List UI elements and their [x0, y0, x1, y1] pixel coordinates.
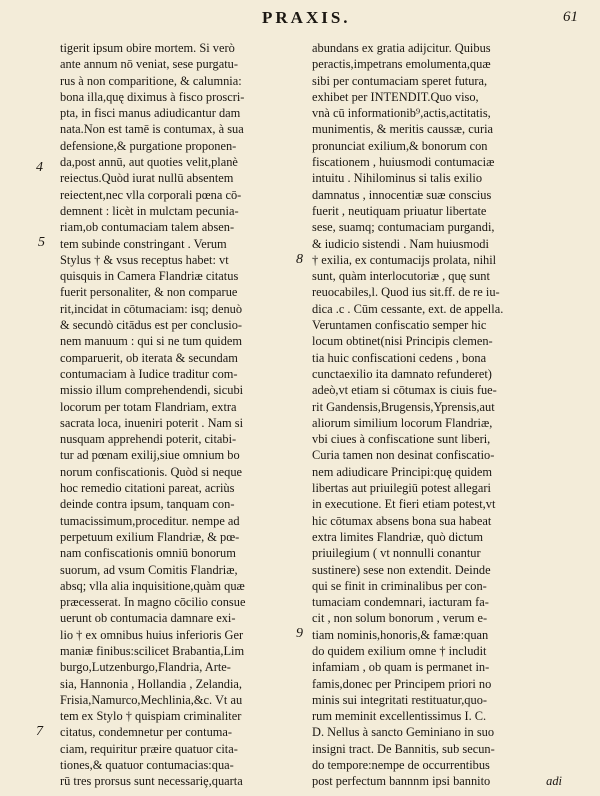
- text-line: nem adiudicare Principi:quę quidem: [312, 464, 492, 479]
- text-line: do tempore:nempe de occurrentibus: [312, 758, 490, 773]
- text-line: † exilia, ex contumacijs prolata, nihil: [312, 252, 497, 267]
- text-line: da,post annū, aut quoties velit,planè: [60, 155, 238, 170]
- running-head: [0, 6, 600, 30]
- text-line: ante annum nō veniat, sese purgatu-: [60, 57, 239, 72]
- marginal-number-4: 4: [36, 160, 43, 175]
- text-line: rit,incidat in cōtumaciam: isq; denuò: [60, 301, 243, 316]
- text-line: citatus, condemnetur per contuma-: [60, 725, 233, 740]
- text-line: do quidem exilium omne † includit: [312, 643, 487, 658]
- text-line: damnatus , innocentiæ suæ conscius: [312, 187, 492, 202]
- page-title: PRAXIS.: [262, 8, 351, 27]
- text-line: dica .c . Cūm cessante, ext. de appella.: [312, 301, 504, 316]
- text-line: infamiam , ob quam is permanet in-: [312, 660, 490, 675]
- text-line: pronunciat exilium,& bonorum con: [312, 138, 488, 153]
- text-line: nem manuum : qui si ne tum quidem: [60, 334, 243, 349]
- left-text-column: [60, 40, 292, 790]
- text-line: tumaciam condemnari, iacturam fa-: [312, 595, 489, 610]
- text-line: norum confiscationis. Quòd si neque: [60, 464, 243, 479]
- text-line: reiectus.Quòd iurat nullū absentem: [60, 171, 234, 186]
- text-line: fiscationem , huiusmodi contumaciæ: [312, 155, 495, 170]
- text-line: fuerit personaliter, & non comparue: [60, 285, 238, 300]
- text-line: famis,donec per Principem priori no: [312, 676, 492, 691]
- text-line: post perfectum bannnm ipsi bannito: [312, 774, 491, 789]
- text-line: reuocabiles,l. Quod ius sit.ff. de re iu-: [312, 285, 500, 300]
- text-line: absq; vlla alia inquisitione,quàm quæ: [60, 578, 245, 593]
- text-line: cit , non solum bonorum , verum e-: [312, 611, 488, 626]
- text-line: quisquis in Camera Flandriæ citatus: [60, 269, 239, 284]
- marginal-number-7: 7: [36, 724, 43, 739]
- text-line: exhibet per INTENDIT.Quo viso,: [312, 89, 479, 104]
- text-line: fuerit , neutiquam priuatur libertate: [312, 203, 487, 218]
- text-line: suorum, ad vsum Comitis Flandriæ,: [60, 562, 238, 577]
- text-line: maniæ finibus:scilicet Brabantia,Lim: [60, 643, 245, 658]
- text-line: defensione,& purgatione proponen-: [60, 138, 237, 153]
- text-line: hoc remedio citationi pareat, acriùs: [60, 481, 235, 496]
- text-line: tia huic confiscationi cedens , bona: [312, 350, 487, 365]
- text-line: demnent : licèt in mulctam pecunia-: [60, 203, 239, 218]
- text-line: extra limites Flandriæ, quò dictum: [312, 529, 484, 544]
- text-line: contumaciam à Iudice traditur com-: [60, 366, 238, 381]
- text-line: tur ad pœnam exilij,siue omnium bo: [60, 448, 240, 463]
- text-line: uerunt ob contumacia damnare exi-: [60, 611, 236, 626]
- text-line: aliorum similium locorum Flandriæ,: [312, 415, 493, 430]
- marginal-number-5: 5: [38, 235, 45, 250]
- marginal-number-9: 9: [296, 626, 303, 641]
- text-line: deinde contra ipsum, tanquam con-: [60, 497, 235, 512]
- text-line: locum obtinet(nisi Principis clemen-: [312, 334, 493, 349]
- text-line: cunctaexilio ita damnato refunderet): [312, 366, 492, 381]
- text-line: peractis,impetrans emolumenta,quæ: [312, 57, 491, 72]
- text-line: ciam, requiritur præire quatuor cita-: [60, 741, 238, 756]
- text-line: D. Nellus à sancto Geminiano in suo: [312, 725, 495, 740]
- text-line: abundans ex gratia adijcitur. Quibus: [312, 41, 491, 55]
- text-line: qui se finit in criminalibus per con-: [312, 578, 487, 593]
- text-line: tiam nominis,honoris,& famæ:quan: [312, 627, 489, 642]
- text-line: Curia tamen non desinat confiscatio-: [312, 448, 495, 463]
- text-line: libertas aut priuilegiū potest allegari: [312, 481, 491, 496]
- text-line: adeò,vt etiam si cōtumax is ciuis fue-: [312, 383, 497, 398]
- text-line: vbi ciues à confiscatione sunt liberi,: [312, 432, 491, 447]
- text-line: in executione. Et fieri etiam potest,vt: [312, 497, 496, 512]
- text-line: tem subinde constringant . Verum: [60, 236, 227, 251]
- text-line: nata.Non est tamē is contumax, à sua: [60, 122, 244, 137]
- text-line: & secundò citādus est per conclusio-: [60, 318, 243, 333]
- marginal-number-8: 8: [296, 252, 303, 267]
- text-line: tigerit ipsum obire mortem. Si verò: [60, 41, 235, 55]
- catchword: adi: [546, 774, 562, 788]
- text-line: sese, suamq; contumaciam purgandi,: [312, 220, 495, 235]
- text-line: burgo,Lutzenburgo,Flandria, Arte-: [60, 660, 231, 675]
- page-number: 61: [563, 9, 578, 25]
- text-line: rū tres prorsus sunt necessariȩ,quarta: [60, 774, 243, 789]
- text-line: vnà cū informationib⁹,actis,actitatis,: [312, 106, 491, 121]
- text-line: rum meminit excellentissimus I. C.: [312, 709, 487, 724]
- text-line: nusquam apprehendi poterit, citabi-: [60, 432, 237, 447]
- text-line: sacrata loca, inueniri poterit . Nam si: [60, 415, 244, 430]
- text-line: nam confiscationis omniū bonorum: [60, 546, 236, 561]
- text-line: intuitu . Nihilominus si talis exilio: [312, 171, 483, 186]
- text-line: Veruntamen confiscatio semper hic: [312, 318, 487, 333]
- text-line: Frisia,Namurco,Mechlinia,&c. Vt au: [60, 692, 243, 707]
- text-line: rit Gandensis,Brugensis,Yprensis,aut: [312, 399, 495, 414]
- text-line: minis sui integritati restituatur,quo-: [312, 692, 488, 707]
- text-line: sustinere) sese non extendit. Deinde: [312, 562, 491, 577]
- text-line: locorum per totam Flandriam, extra: [60, 399, 237, 414]
- text-line: tumacissimum,proceditur. nempe ad: [60, 513, 240, 528]
- text-line: comparuerit, ob iterata & secundam: [60, 350, 238, 365]
- text-line: Stylus † & vsus receptus habet: vt: [60, 252, 229, 267]
- right-text-column: [312, 40, 544, 790]
- text-line: sibi per contumaciam speret futura,: [312, 73, 488, 88]
- text-line: lio † ex omnibus huius inferioris Ger: [60, 627, 244, 642]
- text-line: insigni tract. De Bannitis, sub secun-: [312, 741, 495, 756]
- text-line: tiones,& quatuor contumacias:qua-: [60, 758, 234, 773]
- text-line: & iudicio sistendi . Nam huiusmodi: [312, 236, 489, 251]
- text-line: bona illa,quę diximus à fisco proscri-: [60, 89, 245, 104]
- text-line: pta, in fisci manus adiudicantur dam: [60, 106, 241, 121]
- text-line: priuilegium ( vt nonnulli conantur: [312, 546, 481, 561]
- text-line: munimentis, & meritis caussæ, curia: [312, 122, 494, 137]
- text-line: perpetuum exilium Flandriæ, & pœ-: [60, 529, 240, 544]
- text-line: rus à non comparitione, & calumnia:: [60, 73, 242, 88]
- text-line: sia, Hannonia , Hollandia , Zelandia,: [60, 676, 243, 691]
- text-line: riam,ob contumaciam talem absen-: [60, 220, 235, 235]
- text-line: hic cōtumax absens bona sua habeat: [312, 513, 492, 528]
- text-line: tem ex Stylo † quispiam criminaliter: [60, 709, 242, 724]
- text-line: reiectent,nec vlla corporali pœna cō-: [60, 187, 242, 202]
- text-line: præcesserat. In magno cōcilio consue: [60, 595, 246, 610]
- text-line: sunt, quàm interlocutoriæ , quę sunt: [312, 269, 490, 284]
- text-line: missio illum comprehendendi, sicubi: [60, 383, 244, 398]
